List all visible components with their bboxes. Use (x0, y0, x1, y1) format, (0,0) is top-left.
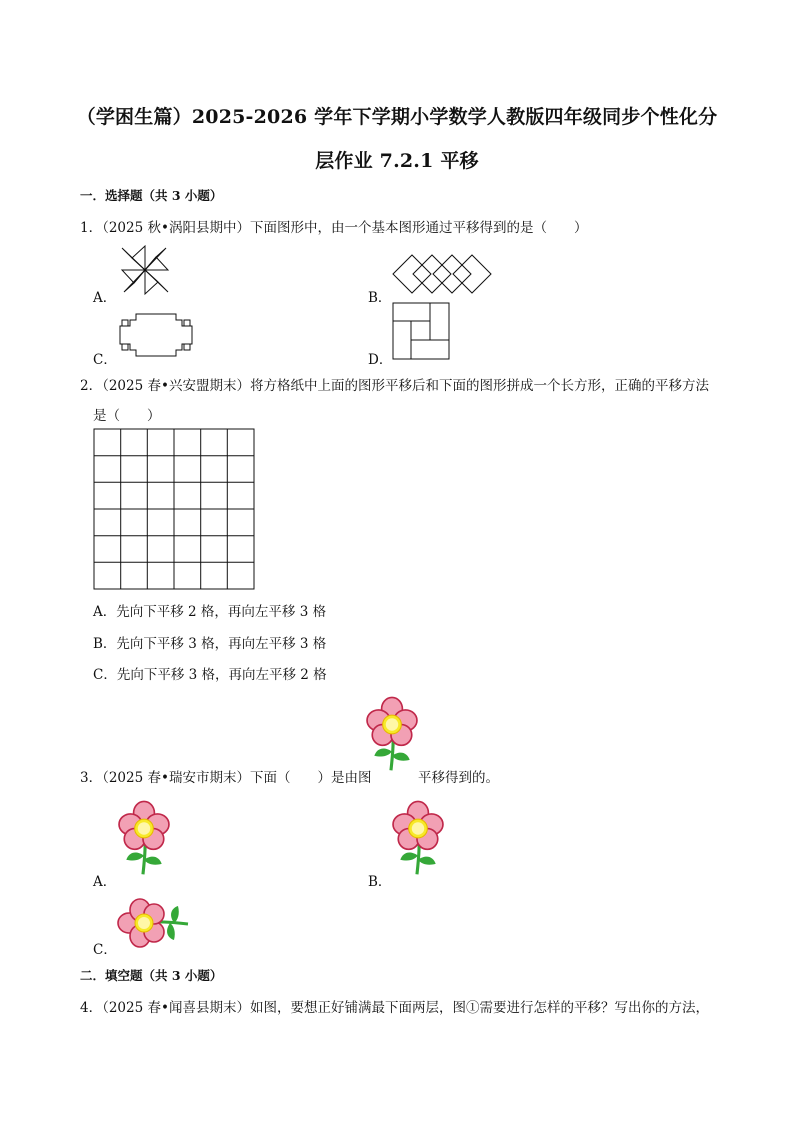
q2-choice-a: A．先向下平移 2 格，再向左平移 3 格 (93, 604, 327, 620)
q2-choice-b: B．先向下平移 3 格，再向左平移 3 格 (93, 636, 327, 652)
q3-option-b-label: B． (368, 874, 392, 890)
q1-option-c-notched-rectangle-figure (116, 312, 196, 358)
section-heading-fill-in: 二．填空题（共 3 小题） (80, 968, 223, 983)
q3-option-a-flower-figure (118, 800, 170, 882)
document-title-line2: 层作业 7.2.1 平移 (315, 150, 479, 172)
question-4-text: 4．（2025 春•闻喜县期末）如图，要想正好铺满最下面两层，图①需要进行怎样的平移？写出你的方法， (80, 1000, 709, 1016)
question-1-text: 1．（2025 秋•涡阳县期中）下面图形中，由一个基本图形通过平移得到的是（ ） (80, 220, 588, 236)
q1-option-a-label: A． (93, 290, 117, 306)
question-3-text-part2: 平移得到的。 (418, 770, 499, 786)
q2-choice-c: C．先向下平移 3 格，再向左平移 2 格 (93, 667, 327, 683)
q1-option-b-diamonds-figure (392, 254, 494, 294)
q1-option-d-square-pieces-figure (392, 302, 450, 360)
q3-option-a-label: A． (93, 874, 117, 890)
q1-option-d-label: D． (368, 352, 393, 368)
q1-option-b-label: B． (368, 290, 392, 306)
q3-option-c-label: C． (93, 942, 117, 958)
q1-option-c-label: C． (93, 352, 117, 368)
question-2-text-line1: 2．（2025 春•兴安盟期末）将方格纸中上面的图形平移后和下面的图形拼成一个长方形，正确的平移方法 (80, 378, 709, 394)
q2-grid-figure (93, 428, 257, 592)
document-title-line1: （学困生篇）2025-2026 学年下学期小学数学人教版四年级同步个性化分 (76, 106, 718, 128)
q3-option-c-rotated-flower-figure (116, 896, 202, 952)
q1-option-a-pinwheel-figure (120, 244, 170, 296)
section-heading-choice: 一．选择题（共 3 小题） (80, 188, 223, 203)
q3-option-b-flower-figure (392, 800, 444, 882)
q3-reference-flower-figure (366, 696, 418, 778)
question-3-text-part1: 3．（2025 春•瑞安市期末）下面（ ）是由图 (80, 770, 372, 786)
question-2-text-line2: 是（ ） (93, 408, 161, 424)
